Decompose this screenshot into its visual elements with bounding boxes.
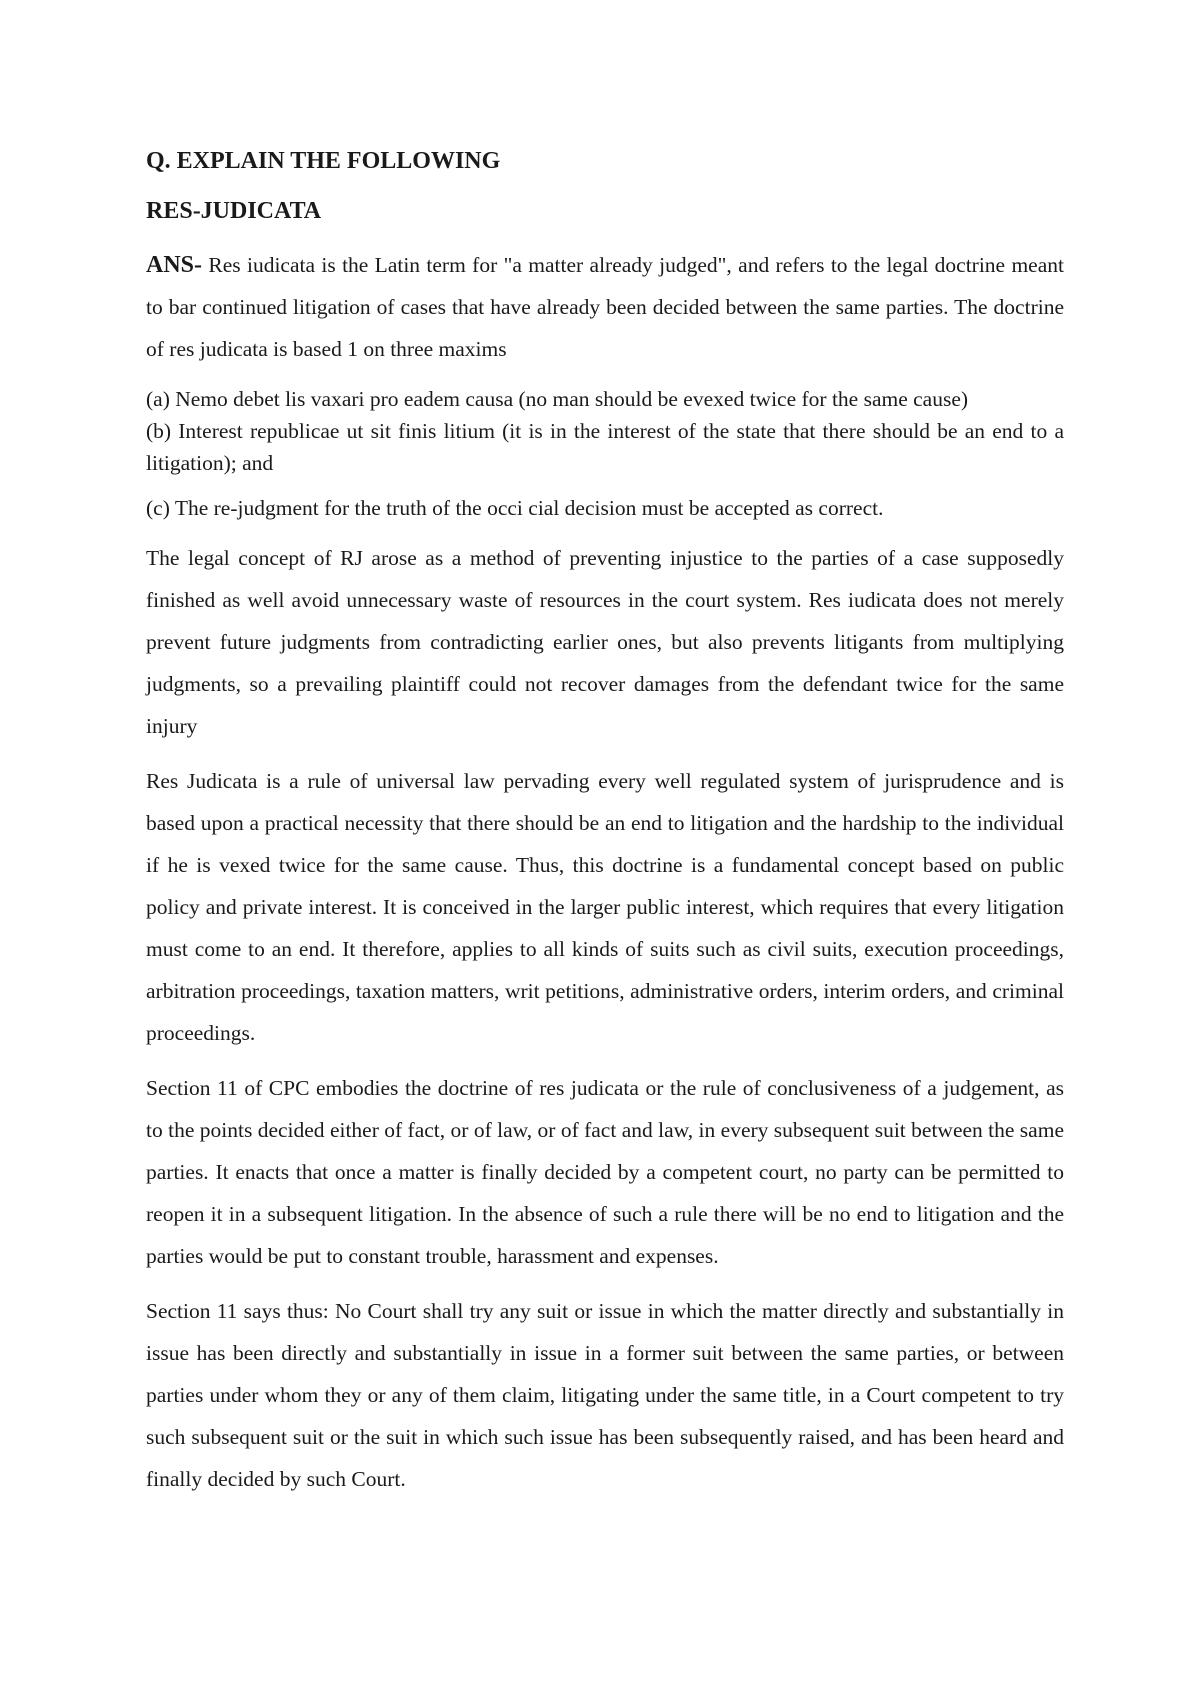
maxims-list	[146, 383, 1064, 479]
paragraph-legal-concept: The legal concept of RJ arose as a method of preventing injustice to the parties of a case supposedly finished as well avoid unnecessary waste of resources in the court system. Res iudicata does not merely prevent future judgments from contradicting earlier ones, but also prevents litigants from multiplying judgments, so a prevailing plaintiff could not recover damages from the defendant twice for the same injury	[146, 546, 1064, 738]
maxim-b: (b) Interest republicae ut sit finis litium (it is in the interest of the state that there should be an end to a litigation); and	[146, 419, 1064, 475]
document-title: Q. EXPLAIN THE FOLLOWING	[146, 148, 501, 174]
maxim-a: (a) Nemo debet lis vaxari pro eadem causa (no man should be evexed twice for the same cause)	[146, 387, 969, 411]
paragraph-universal-law: Res Judicata is a rule of universal law pervading every well regulated system of jurisprudence and is based upon a practical necessity that there should be an end to litigation and the hardship to the individual if he is vexed twice for the same cause. Thus, this doctrine is a fundamental concept based on public policy and private interest. It is conceived in the larger public interest, which requires that every litigation must come to an end. It therefore, applies to all kinds of suits such as civil suits, execution proceedings, arbitration proceedings, taxation matters, writ petitions, administrative orders, interim orders, and criminal proceedings.	[146, 769, 1064, 1045]
answer-paragraph	[146, 244, 1064, 370]
paragraph-section-11-text: Section 11 says thus: No Court shall try any suit or issue in which the matter directly and substantially in issue has been directly and substantially in issue in a former suit between the same parties, or between parties under whom they or any of them claim, litigating under the same title, in a Court competent to try such subsequent suit or the suit in which such issue has been subsequently raised, and has been heard and finally decided by such Court.	[146, 1299, 1064, 1491]
maxim-c: (c) The re-judgment for the truth of the occi cial decision must be accepted as correct.	[146, 496, 884, 520]
paragraph-section-11-cpc: Section 11 of CPC embodies the doctrine of res judicata or the rule of conclusiveness of a judgement, as to the points decided either of fact, or of law, or of fact and law, in every subsequent suit between the same parties. It enacts that once a matter is finally decided by a competent court, no party can be permitted to reopen it in a subsequent litigation. In the absence of such a rule there will be no end to litigation and the parties would be put to constant trouble, harassment and expenses.	[146, 1076, 1064, 1268]
answer-label: ANS-	[146, 252, 203, 278]
answer-text: Res iudicata is the Latin term for "a matter already judged", and refers to the legal doctrine meant to bar continued litigation of cases that have already been decided between the same parties. The doctrine of res judicata is based 1 on three maxims	[146, 253, 1064, 361]
document-subtitle: RES-JUDICATA	[146, 198, 322, 224]
document-page	[146, 146, 1064, 1513]
